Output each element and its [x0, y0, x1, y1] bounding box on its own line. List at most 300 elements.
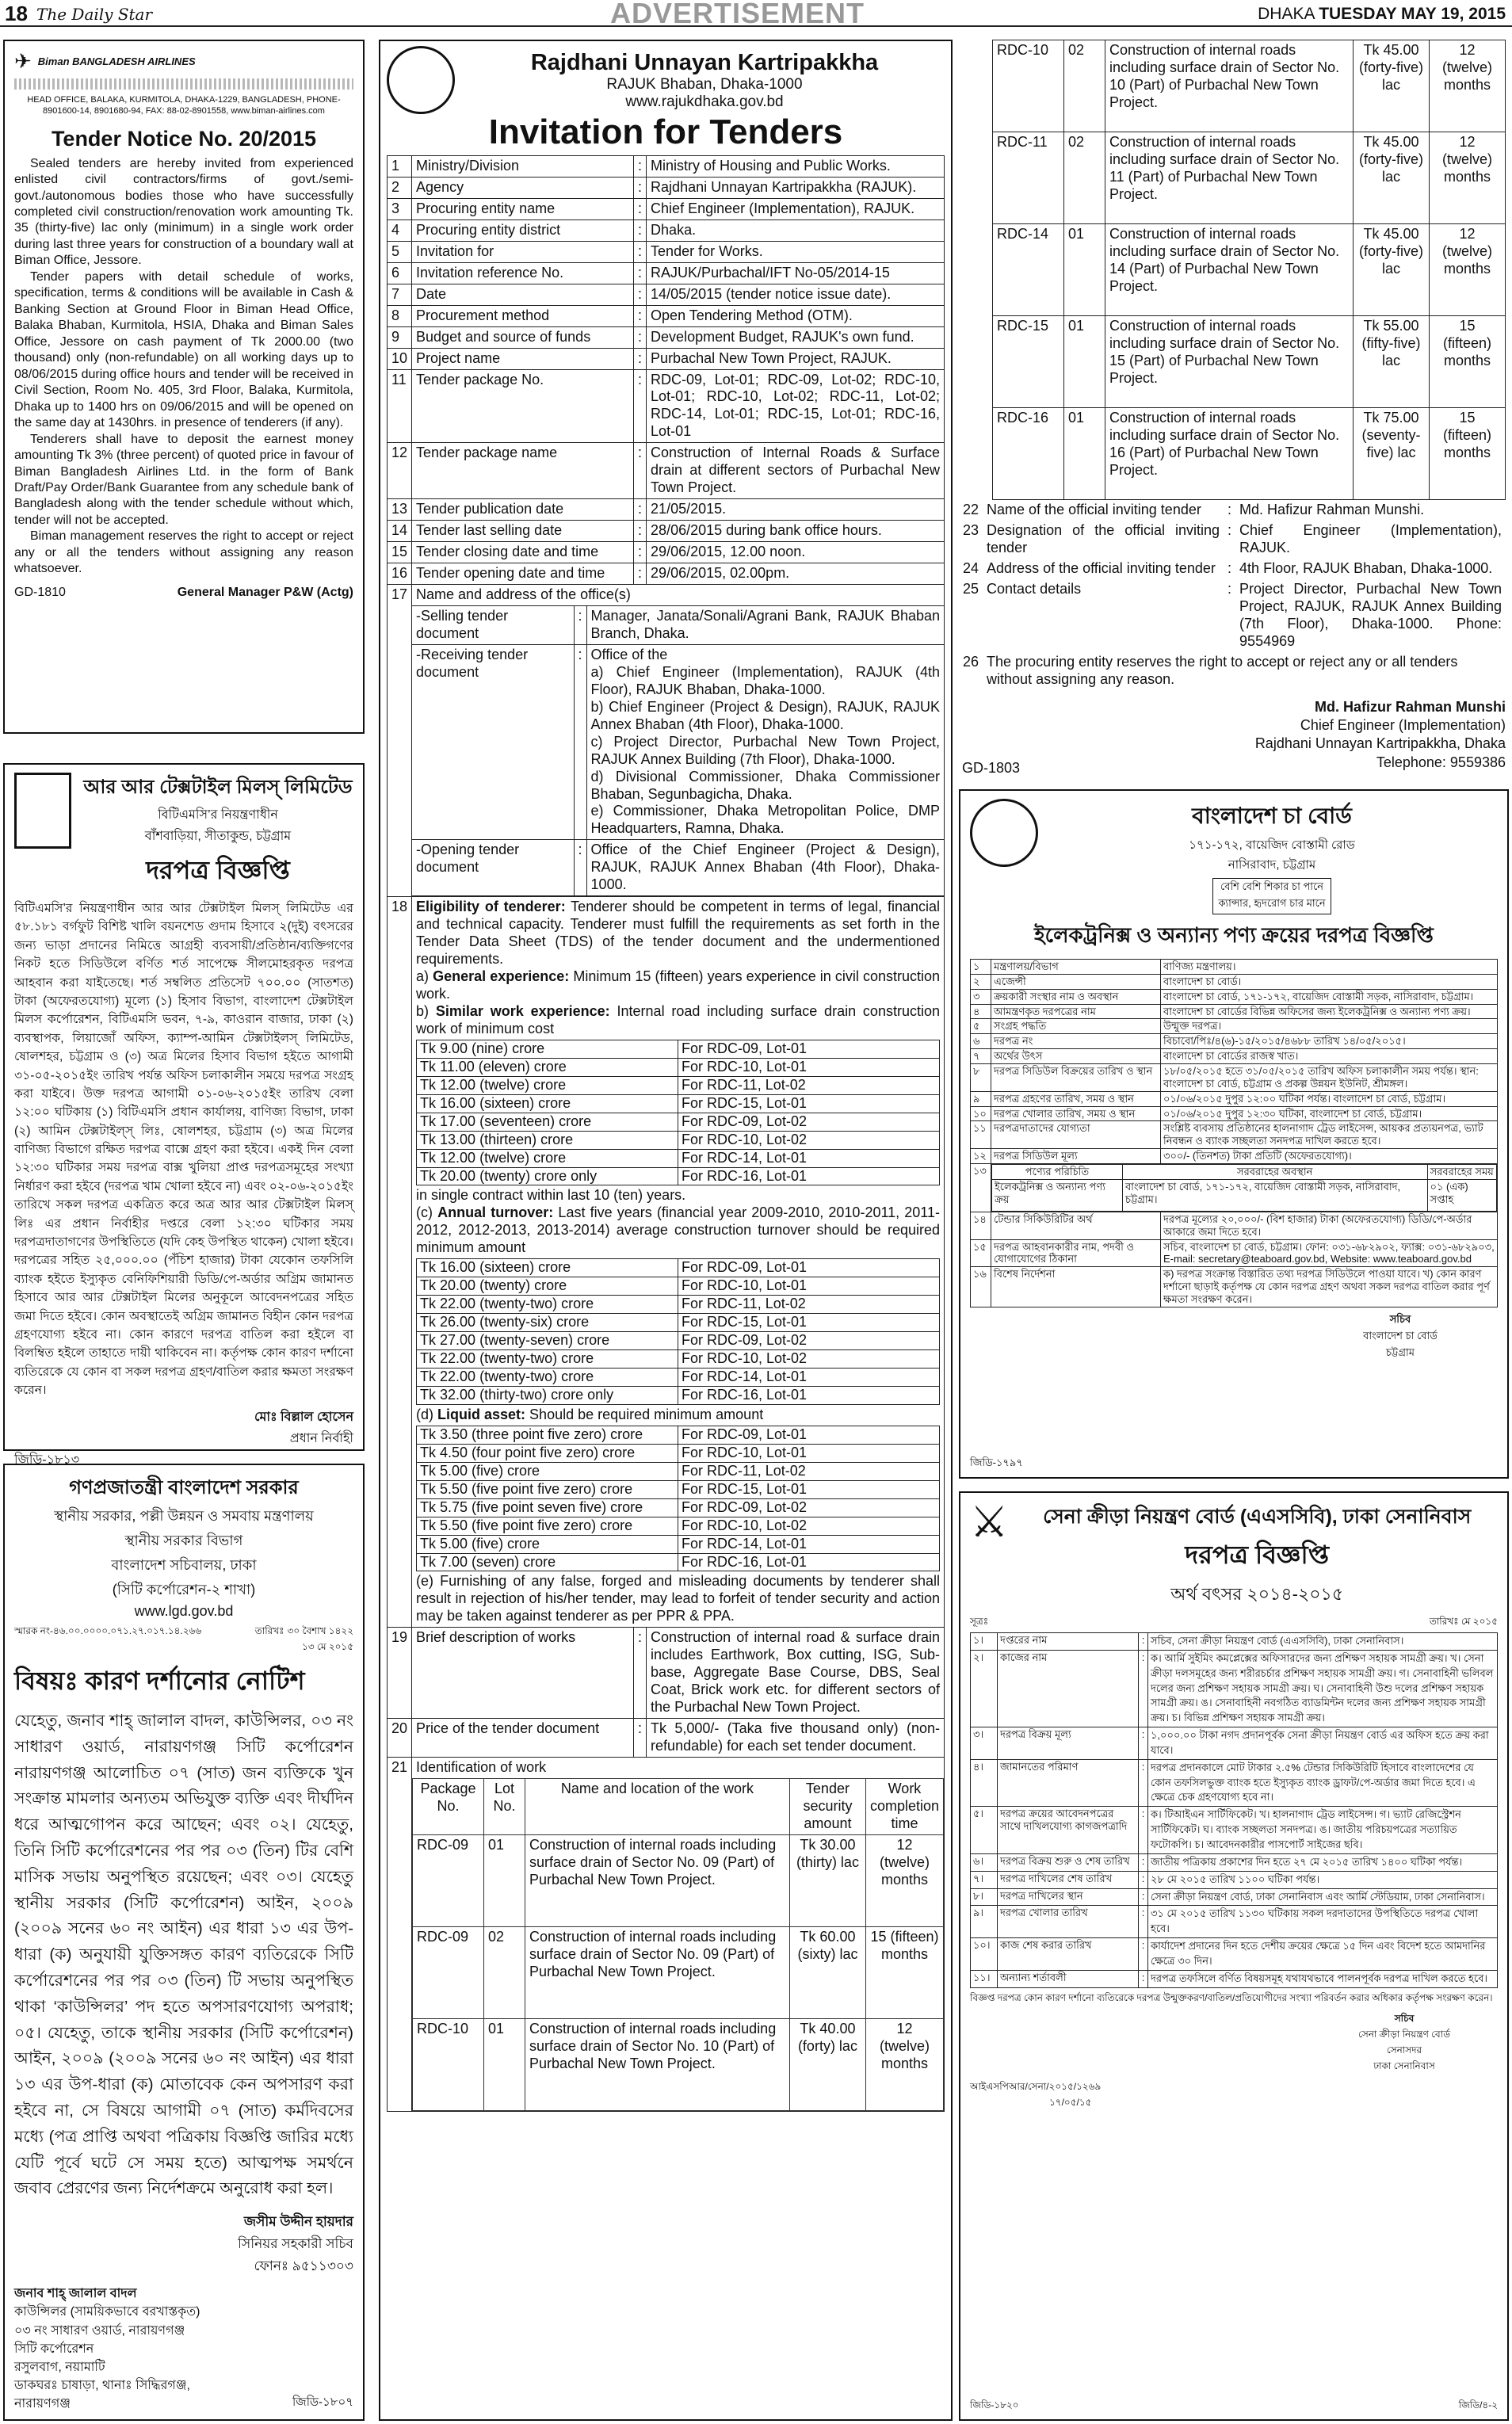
- row-number: ১৩: [971, 1164, 991, 1212]
- asib-title: দরপত্র বিজ্ঞপ্তি: [1185, 1540, 1329, 1569]
- lgd-date2: ১৩ মে ২০১৫: [302, 1641, 353, 1652]
- rajuk-row: [388, 443, 945, 499]
- column-header: Tender security amount: [789, 1778, 865, 1834]
- row-value: ক) দরপত্র সংক্রান্ত বিস্তারিত তথ্য দরপত্র সিডিউলে পাওয়া যাবে। খ) কোন কারণ দর্শানো ছাড়াই কর্তৃপক্ষ যে কোন দরপত্র গ্রহণ অথবা সকল দরপত্র বাতিল করার পূর্ণ ক্ষমতা সংরক্ষণ করেন।: [1161, 1267, 1498, 1307]
- row-number: ১১।: [971, 1970, 998, 1987]
- biman-para: Tenderers shall have to deposit the earnest money amounting Tk 3% (three percent) of quoted price in favour of Biman Bangladesh Airlines Ltd. in the form of Bank Draft/Pay Order/Bank Guarantee from any schedule bank of Bangladesh along with the tender schedule without which, tender will not be accepted.: [14, 432, 353, 527]
- tea-address1: ১৭১-১৭২, বায়েজিদ বোস্তামী রোড: [1189, 838, 1355, 852]
- row-value: কার্যাদেশ প্রদানের দিন হতে দেশীয় ক্রয়ের ক্ষেত্রে ১৫ দিন এবং বিদেশ হতে আমদানির ক্ষেত্রে ৩০ দিন।: [1148, 1938, 1498, 1971]
- requirement-package: For RDC-14, Lot-01: [678, 1369, 940, 1387]
- row-label: Tender publication date: [412, 499, 634, 521]
- lgd-division: স্থানীয় সরকার বিভাগ: [124, 1533, 243, 1548]
- office-row: [412, 840, 944, 896]
- requirement-amount: Tk 17.00 (seventeen) crore: [417, 1113, 678, 1131]
- row-value: 29/06/2015, 02.00pm.: [647, 563, 945, 585]
- requirement-row: [417, 1259, 940, 1277]
- lgd-phone: ফোনঃ ৯৫১১৩০৩: [254, 2258, 353, 2274]
- column-header: পণ্যের পরিচিতি: [992, 1165, 1123, 1180]
- row-label: Identification of work: [416, 1759, 547, 1776]
- divider: [14, 78, 353, 90]
- rajuk-row: [388, 563, 945, 585]
- office-subtable: [412, 605, 944, 896]
- requirement-row: [417, 1058, 940, 1076]
- requirement-amount: Tk 9.00 (nine) crore: [417, 1040, 678, 1058]
- delivery-cell: ইলেকট্রনিক্স ও অন্যান্য পণ্য ক্রয়: [992, 1179, 1123, 1211]
- row-colon: :: [1139, 1853, 1148, 1871]
- row-value: বাংলাদেশ চা বোর্ড, ১৭১-১৭২, বায়েজিদ বোস্তামী সড়ক, নাসিরাবাদ, চট্টগ্রাম।: [1161, 989, 1498, 1004]
- eligibility-e: (e) Furnishing of any false, forged and misleading documents by tenderer shall result in rejection of his/her tender, may lead to forfeit of tender security and action may be taken against tenderer as per PPR & PPA.: [416, 1573, 940, 1624]
- row-number: 7: [388, 284, 412, 305]
- row-label: Procurement method: [412, 305, 634, 326]
- row-label: Price of the tender document: [412, 1719, 634, 1758]
- row-label: Contact details: [987, 580, 1082, 597]
- identification-row: [993, 40, 1506, 132]
- identification-cell: Tk 30.00 (thirty) lac: [789, 1834, 865, 1926]
- row-colon: :: [574, 840, 586, 896]
- requirement-package: For RDC-10, Lot-02: [678, 1350, 940, 1369]
- row-value: 4th Floor, RAJUK Bhaban, Dhaka-1000.: [1239, 559, 1493, 576]
- requirement-row: [417, 1113, 940, 1131]
- requirement-amount: Tk 20.00 (twenty) crore only: [417, 1167, 678, 1185]
- asib-signer-org: সেনা ক্রীড়া নিয়ন্ত্রণ বোর্ড: [1357, 2029, 1451, 2040]
- rajuk-signer-title: Chief Engineer (Implementation): [1300, 716, 1506, 733]
- identification-cell: RDC-09: [413, 1834, 484, 1926]
- row-number: ৭: [971, 1049, 991, 1064]
- row-label: দরপত্র দাখিলের স্থান: [998, 1888, 1139, 1906]
- row-label: Procuring entity district: [412, 219, 634, 241]
- eligibility-heading: General experience:: [433, 968, 570, 985]
- row-value: বিচাবো/পিঃ/৪(৬)-১৫/২০১৫/৪৬৮৮ তারিখ ১৪/০৫/২০১৫।: [1161, 1034, 1498, 1049]
- row-value: 28/06/2015 during bank office hours.: [647, 521, 945, 542]
- rajuk-row: [388, 348, 945, 369]
- requirement-row: [417, 1444, 940, 1462]
- row-value: ০১/০৬/২০১৫ দুপুর ১২:৩০ ঘটিকা, বাংলাদেশ চা বোর্ড, চট্টগ্রাম।: [1161, 1106, 1498, 1121]
- lgd-web: www.lgd.gov.bd: [134, 1603, 234, 1619]
- row-label: Tender package name: [412, 443, 634, 499]
- row-number: ১: [971, 960, 991, 975]
- requirement-row: [417, 1332, 940, 1350]
- row-label: দপ্তরের নাম: [998, 1633, 1139, 1651]
- requirement-amount: Tk 22.00 (twenty-two) crore: [417, 1350, 678, 1369]
- identification-cell: Tk 55.00 (fifty-five) lac: [1354, 316, 1430, 408]
- identification-row: [993, 408, 1506, 500]
- identification-cell: 12 (twelve) months: [865, 2018, 943, 2110]
- row-number: ৩।: [971, 1727, 998, 1760]
- row-colon: :: [1228, 502, 1232, 517]
- requirement-amount: Tk 32.00 (thirty-two) crore only: [417, 1386, 678, 1404]
- row-colon: :: [634, 443, 647, 499]
- identification-row: [993, 132, 1506, 224]
- office-value: Manager, Janata/Sonali/Agrani Bank, RAJUK Bhaban Branch, Dhaka.: [586, 605, 944, 644]
- office-line: b) Chief Engineer (Project & Design), RAJUK, RAJUK Annex Bhaban (4th Floor), Dhaka-1000.: [590, 698, 940, 732]
- row-number: ১৬: [971, 1267, 991, 1307]
- row-label: দরপত্র সিডিউল মূল্য: [991, 1149, 1161, 1164]
- row-number: 16: [388, 563, 412, 585]
- row-number: ৫।: [971, 1807, 998, 1854]
- tea-row: [971, 974, 1498, 989]
- row-number: 8: [388, 305, 412, 326]
- row-value: 21/05/2015.: [647, 499, 945, 521]
- eligibility-para: [416, 1204, 940, 1257]
- row-value: Tender for Works.: [647, 241, 945, 262]
- requirement-row: [417, 1535, 940, 1553]
- row-number: ৮।: [971, 1888, 998, 1906]
- eligibility-content: [412, 897, 945, 1628]
- rajuk-row: [388, 284, 945, 305]
- requirement-amount: Tk 5.00 (five) crore: [417, 1462, 678, 1480]
- lgd-gov: গণপ্রজাতন্ত্রী বাংলাদেশ সরকার: [69, 1477, 299, 1498]
- column-header: Work completion time: [865, 1778, 943, 1834]
- tea-row: [971, 1064, 1498, 1092]
- tea-title: ইলেকট্রনিক্স ও অন্যান্য পণ্য ক্রয়ের দরপত্র বিজ্ঞপ্তি: [1034, 923, 1434, 947]
- lgd-office: বাংলাদেশ সচিবালয়, ঢাকা: [111, 1557, 257, 1573]
- row-number: 19: [388, 1628, 412, 1719]
- identification-cell: Construction of internal roads including surface drain of Sector No. 16 (Part) of Purbachal New Town Project.: [1105, 408, 1354, 500]
- eligibility-para: [416, 899, 940, 968]
- requirement-package: For RDC-10, Lot-01: [678, 1058, 940, 1076]
- requirement-package: For RDC-11, Lot-02: [678, 1462, 940, 1480]
- requirement-package: For RDC-14, Lot-01: [678, 1149, 940, 1167]
- requirement-amount: Tk 22.00 (twenty-two) crore: [417, 1296, 678, 1314]
- rajuk-row: [388, 241, 945, 262]
- eligibility-heading: Similar work experience:: [435, 1002, 610, 1019]
- lgd-recipient: জনাব শাহ্ জালাল বাদল কাউন্সিলর (সাময়িকভাবে বরখাস্তকৃত) ০৩ নং সাধারণ ওয়ার্ড, নারায়ণগঞ্জ সিটি কর্পোরেশন রসুলবাগ, নয়ামাটি ডাকঘরঃ চাষাড়া, থানাঃ সিদ্ধিরগঞ্জ, নারায়ণগঞ্জ: [14, 2287, 200, 2411]
- row-value: Project Director, Purbachal New Town Project, RAJUK, RAJUK Annex Building (7th Floor), Dhaka-1000. Phone: 9554969: [1239, 580, 1502, 649]
- lgd-show-cause-notice: [3, 1464, 365, 2421]
- identification-cell: Tk 45.00 (forty-five) lac: [1354, 224, 1430, 316]
- row-value: Construction of Internal Roads & Surface drain at different sectors of Purbachal New Town Project.: [647, 443, 945, 499]
- rajuk-row: [388, 177, 945, 198]
- page-number: 18: [5, 2, 28, 25]
- eligibility-text: Should be required minimum amount: [525, 1406, 764, 1422]
- row-colon: :: [634, 521, 647, 542]
- army-sports-board-tender: [959, 1491, 1509, 2421]
- rajuk-row: [959, 521, 1506, 559]
- biman-tender-notice: [3, 40, 365, 734]
- rajuk-title: Invitation for Tenders: [488, 113, 843, 151]
- row-colon: :: [1228, 559, 1232, 576]
- identification-cell: 15 (fifteen) months: [865, 1926, 943, 2018]
- rajuk-continuation: [959, 40, 1506, 777]
- biman-address: HEAD OFFICE, BALAKA, KURMITOLA, DHAKA-1229, BANGLADESH, PHONE- 8901600-14, 8901680-94, FAX: 88-02-8901558, www.biman-airlines.com: [27, 95, 341, 116]
- tea-row: [971, 1091, 1498, 1106]
- lgd-ministry: স্থানীয় সরকার, পল্লী উন্নয়ন ও সমবায় মন্ত্রণালয়: [54, 1508, 314, 1524]
- rr-signer-title: প্রধান নির্বাহী: [289, 1431, 353, 1445]
- row-value: Chief Engineer (Implementation), RAJUK.: [647, 198, 945, 219]
- row-number: 6: [388, 262, 412, 284]
- requirement-amount: Tk 3.50 (three point five zero) crore: [417, 1426, 678, 1444]
- crossed-swords-icon: ⚔: [970, 1498, 1009, 1546]
- requirement-package: For RDC-10, Lot-01: [678, 1444, 940, 1462]
- rajuk-tail-table: [959, 500, 1506, 690]
- biman-para: Biman management reserves the right to accept or reject any or all the tenders without assigning any reason whatsoever.: [14, 529, 353, 576]
- tea-address2: নাসিরাবাদ, চট্টগ্রাম: [1228, 858, 1316, 872]
- requirement-row: [417, 1480, 940, 1498]
- requirement-row: [417, 1369, 940, 1387]
- row-label: দরপত্র বিক্রয় শুরু ও শেষ তারিখ: [998, 1853, 1139, 1871]
- rajuk-row: [388, 369, 945, 443]
- asib-row: [971, 1888, 1498, 1906]
- tea-board-logo-icon: [970, 799, 1038, 867]
- identification-cell: RDC-11: [993, 132, 1064, 224]
- requirement-row: [417, 1314, 940, 1332]
- rajuk-row: [388, 262, 945, 284]
- lgd-body: যেহেতু, জনাব শাহ্ জালাল বাদল, কাউন্সিলর, ০৩ নং সাধারণ ওয়ার্ড, নারায়ণগঞ্জ সিটি কর্পোরেশন নারায়ণগঞ্জ আলোচিত ০৭ (সাত) জন ব্যক্তিকে খুন সংক্রান্ত মামলার অন্যতম অভিযুক্ত ব্যক্তি এবং দীর্ঘদিন ধরে আত্মগোপন করে আছেন; এবং ০২। যেহেতু, তিনি সিটি কর্পোরেশনের পর পর ০৩ (তিন) টির বেশি মাসিক সভায় অনুপস্থিত রয়েছেন; এবং ০৩। যেহেতু স্থানীয় সরকার (সিটি কর্পোরেশন) আইন, ২০০৯ (২০০৯ সনের ৬০ নং আইন) এর ধারা ১৩ এর উপ-ধারা (ক) অনুযায়ী যুক্তিসঙ্গত কারণ ব্যতিরেকে সিটি কর্পোরেশনের পর পর ০৩ (তিন) টি সভায় অনুপস্থিত থাকা ‘কাউন্সিলর’ পদ হতে অপসারণযোগ্য অপরাধ; ০৫। যেহেতু, তাকে স্থানীয় সরকার (সিটি কর্পোরেশন) আইন, ২০০৯ (২০০৯ সনের ৬০ নং আইন) এর ধারা ১৩ এর উপ-ধারা (ক) মোতাবেক কেন অপসারণ করা হইবে না, সে বিষয়ে আগামী ০৭ (সাত) কর্মদিবসের মধ্যে (পত্র প্রাপ্তি অথবা পত্রিকায় বিজ্ঞপ্তি জারির মধ্যে যেটি পূর্বে ঘটে সে সময় হতে) আত্মপক্ষ সমর্থনে জবাব প্রেরণের জন্য নির্দেশক্রমে অনুরোধ করা হল।: [14, 1712, 353, 2198]
- row-colon: :: [574, 605, 586, 644]
- identification-header: [413, 1778, 944, 1834]
- asib-fy: অর্থ বৎসর ২০১৪-২০১৫: [1170, 1584, 1344, 1604]
- requirement-package: For RDC-09, Lot-01: [678, 1426, 940, 1444]
- row-value: উন্মুক্ত দরপত্র।: [1161, 1019, 1498, 1034]
- row-colon: :: [1139, 1906, 1148, 1938]
- row-value: ৩১ মে ২০১৫ তারিখ ১১৩০ ঘটিকায় সকল দরদাতাদের উপস্থিতিতে দরপত্র খোলা হবে।: [1148, 1906, 1498, 1938]
- requirement-package: For RDC-11, Lot-02: [678, 1076, 940, 1094]
- row-label: Name of the official inviting tender: [987, 502, 1201, 517]
- identification-content: [412, 1758, 945, 2112]
- asib-row: [971, 1871, 1498, 1888]
- row-label: Address of the official inviting tender: [987, 559, 1216, 576]
- row-colon: :: [1139, 1938, 1148, 1971]
- rajuk-row: [388, 542, 945, 563]
- row-colon: :: [634, 499, 647, 521]
- asib-row: [971, 1759, 1498, 1807]
- identification-row: [413, 1926, 944, 2018]
- requirement-table: [416, 1040, 940, 1186]
- identification-cell: 01: [1064, 408, 1105, 500]
- row-value: ০১/০৬/২০১৫ দুপুর ১২:০০ ঘটিকা পর্যন্ত। বাংলাদেশ চা বোর্ড, চট্টগ্রাম।: [1161, 1091, 1498, 1106]
- rr-sub1: বিটিএমসি’র নিয়ন্ত্রণাধীন: [158, 808, 278, 822]
- row-value: ১,০০০.০০ টাকা নগদ প্রদানপূর্বক সেনা ক্রীড়া নিয়ন্ত্রণ বোর্ড এর অফিস হতে ক্রয় করা যাবে।: [1148, 1727, 1498, 1760]
- row-value: Open Tendering Method (OTM).: [647, 305, 945, 326]
- row-number: ৯: [971, 1091, 991, 1106]
- row-label: দরপত্র সিডিউল বিক্রয়ের তারিখ ও স্থান: [991, 1064, 1161, 1092]
- row-colon: :: [1139, 1807, 1148, 1854]
- rr-name: আর আর টেক্সটাইল মিলস্ লিমিটেড: [83, 777, 353, 798]
- row-label: আমন্ত্রণকৃত দরপত্রের নাম: [991, 1004, 1161, 1019]
- tea-row-13: [971, 1164, 1498, 1212]
- row-value: দরপত্র মূল্যের ২০,০০০/- (বিশ হাজার) টাকা (অফেরতযোগ্য) ডিডি/পে-অর্ডার আকারে জমা দিতে হবে।: [1161, 1212, 1498, 1239]
- biman-signer: General Manager P&W (Actg): [177, 585, 353, 599]
- rajuk-row: [388, 326, 945, 348]
- requirement-package: For RDC-15, Lot-01: [678, 1480, 940, 1498]
- requirement-package: For RDC-09, Lot-02: [678, 1498, 940, 1517]
- asib-row: [971, 1853, 1498, 1871]
- row-number: 26: [963, 653, 979, 670]
- delivery-subtable-cell: [991, 1164, 1498, 1212]
- requirement-package: For RDC-10, Lot-01: [678, 1277, 940, 1296]
- lgd-subject: বিষয়ঃ কারণ দর্শানোর নোটিশ: [14, 1666, 305, 1695]
- row-colon: :: [634, 177, 647, 198]
- ad-code: জিডি-১৭৯৭: [970, 1456, 1023, 1468]
- row-number: ৪।: [971, 1759, 998, 1807]
- row-number: 9: [388, 326, 412, 348]
- row-label: টেন্ডার সিকিউরিটির অর্থ: [991, 1212, 1161, 1239]
- asib-signer-city: ঢাকা সেনানিবাস: [1373, 2060, 1435, 2072]
- identification-cell: 12 (twelve) months: [1430, 132, 1506, 224]
- eligibility-text: Internal road including surface drain construction work of minimum cost: [416, 1002, 940, 1036]
- tea-slogan1: বেশি বেশি শিকার চা পানে: [1220, 880, 1324, 892]
- requirement-table: [416, 1426, 940, 1572]
- row-number: ১০।: [971, 1938, 998, 1971]
- tea-row: [971, 1149, 1498, 1164]
- rajuk-signer: Md. Hafizur Rahman Munshi: [1314, 698, 1506, 715]
- rr-body: বিটিএমসি’র নিয়ন্ত্রণাধীন আর আর টেক্সটাইল মিলস্ লিমিটেড এর ৫৮.১৮১ বর্গফুট বিশিষ্ট খালি বয়নশেড গুদাম হিসাবে ২(দুই) বৎসরের জন্য ভাড়া প্রদানের নিমিত্তে আগ্রহী ব্যবসায়ী/প্রতিষ্ঠান/ব্যক্তিগণের নিকট হতে সিডিউলে বর্ণিত শর্ত সাপেক্ষে সীলমোহরকৃত দরপত্র আহবান করা যাইতেছে। শর্ত সম্বলিত প্রতিসেট ৭০০.০০ (সাতশত) টাকা (অফেরতযোগ্য) মূল্যে (১) হিসাব বিভাগ, বাংলাদেশ টেক্সটাইল মিলস কর্পোরেশন, বিটিএমসি ভবন, ৭-৯, কাওরান বাজার, ঢাকা (২) ব্যবস্থাপক, লিয়াজোঁ অফিস, ক্যাম্প-আমিন টেক্সটাইলস্ লিমিটেড, ষোলশহর, চট্টগ্রাম ও (৩) অত্র মিলের হিসাব বিভাগ হইতে আগামী ৩১-০৫-২০১৫ইং তারিখ পর্যন্ত অফিস চলাকালীন সময়ে দরপত্র সংগ্রহ করা যাইবে। উক্ত দরপত্র আগামী ০১-০৬-২০১৫ইং তারিখ বেলা ১২:০০ ঘটিকায় (১) বিটিএমসি প্রধান কার্যালয়, বাণিজ্য বিভাগ, ঢাকা (২) আমিন টেক্সটাইল্স্ লিঃ, ষোলশহর, চট্টগ্রাম (৩) অত্র মিলের বাণিজ্য বিভাগে রক্ষিত দরপত্র বাক্সে গ্রহণ করা হইবে। একই দিন বেলা ১২:৩০ ঘটিকার সময় দরপত্র বাক্স খুলিয়া প্রাপ্ত দরপত্রসমূহের সংখ্যা নির্ধারণ করা হইবে (দরপত্র খাম খোলা হইবে না) এবং ০২-০৬-২০১৫ইং তারিখে সকল দরপত্র একত্রিত করে অত্র আর আর টেক্সটাইল মিলস্ লিঃ এর প্রধান নির্বাহীর দপ্তরে বেলা ১২:৩০ ঘটিকার সময় দরপত্রদাতাগণের উপস্থিতিতে (যদি কেহ উপস্থিত থাকেন) খোলা হইবে। দরপত্রের সহিত ২৫,০০০.০০ (পঁচিশ হাজার) টাকা যেকোন তফসিলি ব্যাংক হইতে ইস্যুকৃত বেনিফিশিয়ারী ডিডি/পে-অর্ডার অগ্রিম জামানত হিসাবে আর আর টেক্সটাইল মিলের অনুকূলে আবেদনপত্রের সহিত জমা দিতে হইবে। কোন অবস্থাতেই অগ্রিম জামানত বিহীন কোন দরপত্র গ্রহণযোগ্য হইবে না। কোন কারণে দরপত্র বাতিল করা হইলে বা বিলম্বিত হইলে তাহাতে দায়ী থাকিবেন না। কর্তৃপক্ষ কোন কারণ দর্শানো ব্যতিরেকে যে কোন বা সকল দরপত্র গ্রহণ/বাতিল করার ক্ষমতা সংরক্ষণ করেন।: [14, 902, 353, 1398]
- eligibility-para: [416, 1407, 940, 1424]
- row-colon: :: [634, 198, 647, 219]
- office-row: [412, 605, 944, 644]
- biman-brand: Biman BANGLADESH AIRLINES: [37, 55, 196, 67]
- rajuk-row-21: [388, 1758, 945, 2112]
- row-value: ক। টিআইএন সার্টিফিকেট। খ। হালনাগাদ ট্রেড লাইসেন্স। গ। ভ্যাট রেজিস্ট্রেশন সার্টিফিকেট। ঘ। ব্যাংক সচ্ছলতা সনদপত্র। ঙ। জাতীয় পরিচয়পত্রের সত্যায়িত ফটোকপি। চ। আবেদনকারীর পাসপোর্ট সাইজের ছবি।: [1148, 1807, 1498, 1854]
- row-value: 29/06/2015, 12.00 noon.: [647, 542, 945, 563]
- asib-note: বিজ্ঞপ্ত দরপত্র কোন কারণ দর্শানো ব্যতিরেকে দরপত্র উন্মুক্তকরণ/বাতিল/প্রতিযোগীদের সংখ্যা পরিবর্তন করার অধিকার কর্তৃপক্ষ সংরক্ষণ করেন।: [970, 1991, 1493, 2003]
- requirement-table: [416, 1258, 940, 1405]
- row-number: 24: [963, 559, 979, 576]
- eligibility-prefix: b): [416, 1002, 436, 1019]
- tea-signer-city: চট্টগ্রাম: [1386, 1346, 1415, 1358]
- biman-logo: [14, 49, 353, 74]
- rajuk-row-17: [388, 585, 945, 897]
- eligibility-text: Tenderer should be competent in terms of legal, financial and technical capacity. Tenderer must fulfill the requirements as set forth in the Tender Data Sheet (TDS) of the tender document and the undermentioned requirements.: [416, 899, 940, 968]
- requirement-package: For RDC-16, Lot-01: [678, 1553, 940, 1571]
- column-header: Lot No.: [484, 1778, 525, 1834]
- row-17-content: [412, 585, 945, 897]
- asib-row: [971, 1807, 1498, 1854]
- identification-cell: RDC-10: [413, 2018, 484, 2110]
- row-value: Rajdhani Unnayan Kartripakkha (RAJUK).: [647, 177, 945, 198]
- identification-cell: 02: [1064, 132, 1105, 224]
- tea-board-tender: [959, 789, 1509, 1479]
- row-value: Purbachal New Town Project, RAJUK.: [647, 348, 945, 369]
- rr-title: দরপত্র বিজ্ঞপ্তি: [146, 856, 290, 884]
- eligibility-text: Minimum 15 (fifteen) years experience in civil construction work.: [416, 968, 941, 1002]
- requirement-package: For RDC-15, Lot-01: [678, 1314, 940, 1332]
- identification-cell: 02: [1064, 40, 1105, 132]
- rajuk-row: [388, 305, 945, 326]
- ad-code: জিডি-১৮২০: [970, 2399, 1019, 2411]
- row-value: RAJUK/Purbachal/IFT No-05/2014-15: [647, 262, 945, 284]
- row-value: বাংলাদেশ চা বোর্ড।: [1161, 974, 1498, 989]
- identification-cell: 15 (fifteen) months: [1430, 316, 1506, 408]
- identification-cell: RDC-10: [993, 40, 1064, 132]
- lgd-signer-title: সিনিয়র সহকারী সচিব: [238, 2236, 353, 2252]
- requirement-amount: Tk 13.00 (thirteen) crore: [417, 1131, 678, 1149]
- row-label: এজেন্সী: [991, 974, 1161, 989]
- rajuk-row-26: [959, 652, 1506, 690]
- requirement-row: [417, 1040, 940, 1058]
- row-value: ২৮ মে ২০১৫ তারিখ ১১০০ ঘটিকা পর্যন্ত।: [1148, 1871, 1498, 1888]
- identification-cell: Construction of internal roads including surface drain of Sector No. 09 (Part) of Purbachal New Town Project.: [525, 1926, 790, 2018]
- rajuk-row: [388, 156, 945, 178]
- row-label: মন্ত্রণালয়/বিভাগ: [991, 960, 1161, 975]
- row-number: 4: [388, 219, 412, 241]
- identification-cell: Construction of internal roads including surface drain of Sector No. 15 (Part) of Purbachal New Town Project.: [1105, 316, 1354, 408]
- row-label: অন্যান্য শর্তাবলী: [998, 1970, 1139, 1987]
- delivery-cell: বাংলাদেশ চা বোর্ড, ১৭১-১৭২, বায়েজিদ বোস্তামী সড়ক, নাসিরাবাদ, চট্টগ্রাম।: [1122, 1179, 1427, 1211]
- requirement-package: For RDC-09, Lot-02: [678, 1113, 940, 1131]
- requirement-package: For RDC-09, Lot-01: [678, 1040, 940, 1058]
- office-line: e) Commissioner, Dhaka Metropolitan Police, DMP Headquarters, Ramna, Dhaka.: [590, 803, 940, 837]
- rajuk-row: [959, 579, 1506, 652]
- row-colon: :: [634, 542, 647, 563]
- requirement-package: For RDC-16, Lot-01: [678, 1386, 940, 1404]
- rajuk-signer-org: Rajdhani Unnayan Kartripakkha, Dhaka: [1254, 735, 1506, 752]
- row-number: 5: [388, 241, 412, 262]
- asib-signer-hq: সেনাসদর: [1386, 2044, 1422, 2056]
- row-number: ১।: [971, 1633, 998, 1651]
- rajuk-signer-phone: Telephone: 9559386: [1376, 754, 1506, 770]
- row-value: The procuring entity reserves the right to accept or reject any or all tenders without assigning any reason.: [987, 653, 1458, 687]
- eligibility-text: Last five years (financial year 2009-2010, 2010-2011, 2011-2012, 2012-2013, 2013-2014) average construction turnover should be required minimum amount: [416, 1204, 940, 1256]
- requirement-row: [417, 1350, 940, 1369]
- identification-cell: RDC-16: [993, 408, 1064, 500]
- row-label: Date: [412, 284, 634, 305]
- row-colon: :: [1139, 1871, 1148, 1888]
- requirement-amount: Tk 20.00 (twenty) crore: [417, 1277, 678, 1296]
- identification-cell: 02: [484, 1926, 525, 2018]
- column-header: সরবরাহের অবস্থান: [1122, 1165, 1427, 1180]
- row-value: Tk 5,000/- (Taka five thousand only) (non-refundable) for each set tender document.: [647, 1719, 945, 1758]
- rajuk-invitation-for-tenders: [379, 40, 953, 2421]
- row-label: Budget and source of funds: [412, 326, 634, 348]
- row-label: অর্থের উৎস: [991, 1049, 1161, 1064]
- asib-row: [971, 1727, 1498, 1760]
- row-value: Construction of internal road & surface drain includes Earthwork, Box cutting, ISG, Sub-base, Aggregate Base Course, DBS, Seal Coat, Brick work etc. for different sectors of the Purbachal New Town Project.: [647, 1628, 945, 1719]
- row-number: 11: [388, 369, 412, 443]
- asib-row: [971, 1906, 1498, 1938]
- row-colon: :: [634, 284, 647, 305]
- ad-code: GD-1803: [962, 760, 1021, 776]
- row-number: 3: [388, 198, 412, 219]
- row-colon: :: [634, 326, 647, 348]
- row-label: দরপত্র আহবানকারীর নাম, পদবী ও যোগাযোগের ঠিকানা: [991, 1239, 1161, 1267]
- ad-code: জিডি-১৮১৩: [14, 1452, 80, 1467]
- delivery-header: [992, 1165, 1497, 1180]
- ad-code: GD-1810: [14, 585, 66, 599]
- identification-cell: 01: [1064, 316, 1105, 408]
- row-value: বাণিজ্য মন্ত্রণালয়।: [1161, 960, 1498, 975]
- requirement-amount: Tk 11.00 (eleven) crore: [417, 1058, 678, 1076]
- rr-sub2: বাঁশবাড়িয়া, সীতাকুন্ড, চট্টগ্রাম: [144, 830, 292, 843]
- eligibility-para: [416, 968, 940, 1003]
- row-value: Ministry of Housing and Public Works.: [647, 156, 945, 178]
- row-value: Md. Hafizur Rahman Munshi.: [1239, 502, 1425, 517]
- ad-code: জিডি/৪-২: [1458, 2399, 1498, 2411]
- row-label: দরপত্র খোলার তারিখ, সময় ও স্থান: [991, 1106, 1161, 1121]
- row-label: Ministry/Division: [412, 156, 634, 178]
- requirement-amount: Tk 7.00 (seven) crore: [417, 1553, 678, 1571]
- delivery-subtable: [991, 1164, 1497, 1212]
- row-number: ৪: [971, 1004, 991, 1019]
- ad-code: জিডি-১৮০৭: [292, 2395, 353, 2409]
- identification-cell: 12 (twelve) months: [1430, 40, 1506, 132]
- lgd-memo: স্মারক নং-৪৬.০০.০০০০.০৭১.২৭.০১৭.১৪.২৬৬: [14, 1625, 202, 1636]
- requirement-package: For RDC-14, Lot-01: [678, 1535, 940, 1553]
- row-label: Tender package No.: [412, 369, 634, 443]
- office-value: [586, 644, 944, 839]
- identification-cell: 01: [484, 2018, 525, 2110]
- biman-para: Sealed tenders are hereby invited from experienced enlisted civil contractors/firms of govt./semi-govt./autonomous bodies those who have successfully completed civil construction/renovation work amounting Tk. 35 (thirty-five) lac only (minimum) in a single work order during last three years for construction of a boundary wall at Biman Office, Jessore.: [14, 156, 353, 268]
- tea-row: [971, 1121, 1498, 1149]
- row-colon: :: [1139, 1727, 1148, 1760]
- identification-cell: RDC-09: [413, 1926, 484, 2018]
- requirement-row: [417, 1296, 940, 1314]
- requirement-amount: Tk 16.00 (sixteen) crore: [417, 1259, 678, 1277]
- identification-cell: 12 (twelve) months: [865, 1834, 943, 1926]
- rajuk-row: [388, 219, 945, 241]
- tea-slogan2: ক্যান্সার, হৃদরোগ চার মানে: [1218, 897, 1326, 909]
- row-number: ২: [971, 974, 991, 989]
